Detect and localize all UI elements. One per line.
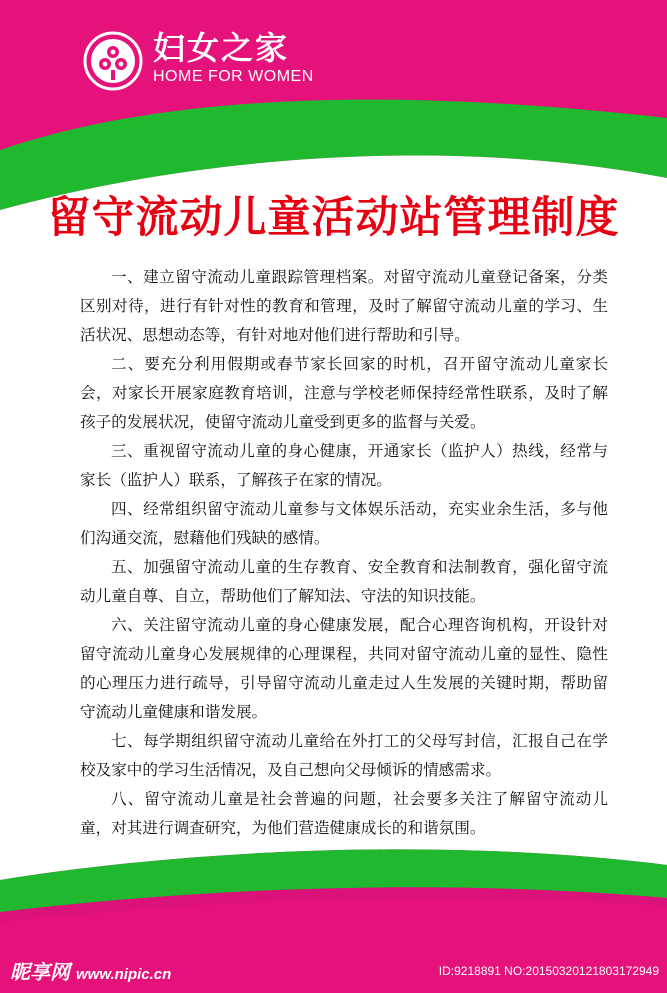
watermark-text: 昵享网 [10, 960, 70, 984]
regulation-item-1: 一、建立留守流动儿童跟踪管理档案。对留守流动儿童登记备案，分类区别对待，进行有针对性的教育和管理，及时了解留守流动儿童的学习、生活状况、思想动态等，有针对地对他们进行帮助和引导。 [80, 268, 608, 344]
page-title: 留守流动儿童活动站管理制度 [47, 193, 620, 243]
regulation-item-4: 四、经常组织留守流动儿童参与文体娱乐活动，充实业余生活，多与他们沟通交流，慰藉他们残缺的感情。 [80, 500, 608, 547]
regulation-item-2: 二、要充分利用假期或春节家长回家的时机，召开留守流动儿童家长会，对家长开展家庭教育培训，注意与学校老师保持经常性联系，及时了解孩子的发展状况，使留守流动儿童受到更多的监督与关爱。 [80, 355, 608, 431]
watermark-logo [10, 958, 171, 989]
regulation-item-6: 六、关注留守流动儿童的身心健康发展，配合心理咨询机构，开设针对留守流动儿童身心发展规律的心理课程，共同对留守流动儿童的显性、隐性的心理压力进行疏导，引导留守流动儿童走过人生发展的关键时期，帮助留守流动儿童健康和谐发展。 [80, 616, 608, 721]
regulation-item-8: 八、留守流动儿童是社会普遍的问题，社会要多关注了解留守流动儿童，对其进行调查研究，为他们营造健康成长的和谐氛围。 [80, 790, 608, 837]
brand-name-cn: 妇女之家 [153, 29, 290, 67]
image-id-label: ID:9218891 NO:20150320121803172949 [438, 964, 659, 978]
women-federation-emblem-icon [82, 30, 144, 92]
regulation-item-5: 五、加强留守流动儿童的生存教育、安全教育和法制教育，强化留守流动儿童自尊、自立，帮助他们了解知法、守法的知识技能。 [80, 558, 608, 605]
watermark-site: www.nipic.cn [76, 966, 172, 983]
regulation-item-3: 三、重视留守流动儿童的身心健康，开通家长（监护人）热线，经常与家长（监护人）联系，了解孩子在家的情况。 [80, 442, 608, 489]
brand-name-en: HOME FOR WOMEN [153, 68, 314, 85]
regulation-body [80, 263, 608, 843]
regulation-item-7: 七、每学期组织留守流动儿童给在外打工的父母写封信，汇报自己在学校及家中的学习生活情况，及自己想向父母倾诉的情感需求。 [80, 732, 608, 779]
